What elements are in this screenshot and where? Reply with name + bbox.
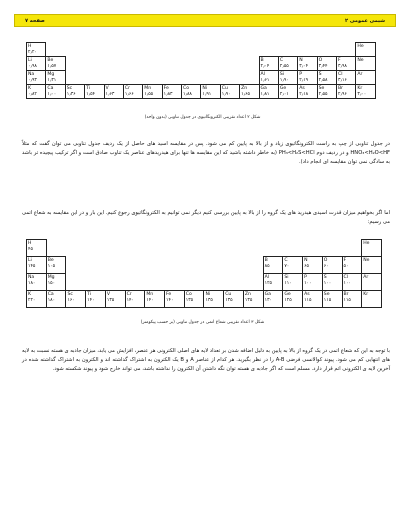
element-value: ۱۰۰ [343,281,351,287]
element-cell [298,71,317,85]
element-cell [322,291,342,308]
element-value: ۱٫۸۱ [260,92,270,98]
element-value: ۱۴۰ [126,298,134,304]
electronegativity-table [26,42,376,99]
element-value: ۱۳۵ [244,298,253,304]
table-row [27,274,382,291]
element-symbol: C [279,57,284,63]
element-value: ۳٫۰۴ [299,64,309,70]
element-symbol: N [304,257,308,263]
element-symbol: Se [323,291,330,297]
element-cell [104,85,123,99]
figure-2-caption: شکل ۲ اعداد تقریبی الکترونگاتیوی در جدول تناوبی (بدون واحد) [144,115,261,120]
element-value: ۲٫۰۴ [260,64,270,70]
element-symbol: Ar [357,71,363,77]
element-value: ۱۰۰ [323,281,332,287]
element-cell [27,85,46,99]
element-symbol: As [299,85,305,91]
element-cell [165,291,185,308]
element-cell [66,291,86,308]
element-symbol: Ge [279,85,287,91]
element-value: ۱٫۶۱ [260,78,270,84]
page-header [14,14,396,27]
element-cell [342,257,362,274]
element-value: ۱۱۵ [323,298,332,304]
element-symbol: Zn [241,85,248,91]
element-symbol: O [323,257,328,263]
element-cell [337,85,356,99]
element-symbol: F [343,257,347,263]
atomic-radius-table [26,239,382,308]
element-symbol: B [260,57,264,63]
element-cell [27,257,47,274]
table-row [27,57,376,71]
table-row [27,291,382,308]
element-symbol: Ca [47,291,54,297]
element-value: ۳٫۴۴ [318,64,328,70]
paragraph-acid-strength-group: اما اگر بخواهیم میزان قدرت اسیدی هیدرید های یک گروه را از بالا به پایین بررسی کنیم دیگر نمی توانیم به الکترونگاتیوی رجوع کنیم. این بار و در این مقایسه به شعاع اتمی می رسیم: [22,210,390,225]
element-value: ۲٫۲۰ [28,50,37,56]
element-symbol: Ga [264,291,271,297]
element-symbol: F [338,57,341,63]
element-symbol: C [284,257,288,263]
element-cell [46,257,66,274]
element-symbol: K [28,291,32,297]
element-symbol: H [28,43,32,49]
element-symbol: Be [47,257,54,263]
element-symbol: Cr [124,85,130,91]
table-row [27,240,382,257]
element-cell [204,291,224,308]
element-cell [362,257,382,274]
page-number: صفحه ۷ [25,17,45,24]
element-symbol: Al [260,71,265,77]
element-value: ۲٫۱۸ [299,92,309,98]
empty-gap [66,274,263,291]
paragraph-acid-strength-period: در جدول تناوبی از چپ به راست الکترونگاتیوی زیاد و از بالا به پایین کم می شود. پس در مقایسه اسید های حاصل از یک ردیف جدول تناوبی می توان گفت که مثلاً HNO₃<H₂O<HF و در ردیف دوم PH₃<H₂S<HCl (به خاطر داشته باشید که این مقایسه ها تنها برای هیدریدهای عناصر یک تناوب صادق است و اگر ترکیب پیچیده تر باشد به سادگی نمی توان مقایسه ای انجام داد). [22,141,390,165]
element-value: ۱۴۵ [28,264,36,270]
element-symbol: Ar [363,274,369,280]
element-cell [283,274,303,291]
element-symbol: K [28,85,32,91]
element-symbol: Mg [47,274,55,280]
element-cell [356,57,376,71]
element-symbol: S [323,274,327,280]
element-cell [356,71,376,85]
figure-3-caption: شکل ۳ اعداد تقریبی شعاع اتمی در جدول تناوبی (بر حسب پیکومتر) [140,320,265,325]
element-symbol: Mn [144,85,152,91]
element-symbol: Ca [47,85,54,91]
paragraph-atomic-radius-explanation: با توجه به این که شعاع اتمی در یک گروه از بالا به پایین به دلیل اضافه شدن بر تعداد لایه های اصلی الکترونی هر عنصر، افزایش می یابد، میزان جاذبه ی هسته نسبت به لایه های انتهایی کم می شود. پیوند کوالانسی فرضی A-B را در نظر بگیرید. هر کدام از عناصر A و B یک الکترون به اشتراک گذاشته اند و الکترون به اشتراک گذاشته شده در آخرین لایه ی الکترونی اتم قرار دارد. مسلم است که اگر جاذبه ی هسته توان نگه داشتن آن الکترون را نداشته باشد، می تواند خارج شود و پیوند شکسته شود. [22,348,391,372]
element-value: ۲٫۵۸ [318,78,328,84]
element-cell [259,57,278,71]
element-cell [298,57,317,71]
element-cell [86,291,106,308]
element-value: ۱۴۰ [166,298,174,304]
element-value: ۰٫۸۲ [28,92,37,98]
element-value: ۱٫۶۳ [105,92,115,98]
element-cell [125,291,145,308]
element-value: ۳٫۱۶ [338,78,347,84]
element-symbol: B [264,257,268,263]
element-symbol: Ni [202,85,208,91]
element-symbol: He [357,43,364,49]
element-cell [145,291,165,308]
element-symbol: Ti [86,85,91,91]
element-value: ۱٫۸۳ [163,92,173,98]
element-value: ۱۴۰ [87,298,95,304]
element-cell [317,71,336,85]
element-value: ۳٫۹۸ [338,64,347,70]
element-value: ۱۸۰ [28,281,36,287]
element-cell [298,85,317,99]
element-value: ۰٫۹۸ [28,64,37,70]
element-cell [362,240,382,257]
element-cell [46,85,65,99]
element-value: ۲۲۰ [28,298,36,304]
element-cell [303,257,323,274]
element-cell [278,57,297,71]
element-cell [259,85,278,99]
element-value: ۲٫۵۵ [318,92,328,98]
element-symbol: Ni [205,291,211,297]
element-cell [201,85,220,99]
element-cell [184,291,204,308]
element-cell [263,291,283,308]
element-cell [46,57,65,71]
element-value: ۶۵ [304,264,309,270]
element-symbol: H [28,240,32,246]
element-symbol: P [299,71,303,77]
element-cell [263,257,283,274]
element-cell [337,57,356,71]
empty-gap [66,257,263,274]
element-value: ۱٫۵۷ [47,64,57,70]
element-value: ۱٫۸۸ [183,92,192,98]
element-symbol: Na [28,71,35,77]
element-cell [259,71,278,85]
element-symbol: V [106,291,111,297]
element-value: ۱٫۵۴ [86,92,96,98]
element-cell [337,71,356,85]
element-cell [322,274,342,291]
element-symbol: He [363,240,370,246]
element-cell [65,85,84,99]
element-symbol: Sc [66,85,73,91]
element-symbol: Ne [363,257,370,263]
element-value: ۱٫۵۵ [144,92,154,98]
element-value: ۳٫۰۰ [357,92,367,98]
element-value: ۱٫۳۱ [47,78,57,84]
element-symbol: P [304,274,307,280]
element-cell [317,85,336,99]
element-symbol: Cu [221,85,228,91]
element-cell [27,274,47,291]
element-symbol: Co [183,85,190,91]
table-row [27,71,376,85]
element-value: ۱۴۰ [146,298,154,304]
element-value: ۵۰ [343,264,349,270]
element-symbol: Li [28,57,32,63]
element-cell [46,291,66,308]
element-symbol: Na [28,274,35,280]
element-value: ۱٫۹۰ [221,92,231,98]
element-value: ۱۱۵ [343,298,351,304]
element-cell [143,85,162,99]
element-symbol: Br [343,291,349,297]
element-symbol: N [299,57,303,63]
element-value: ۱۸۰ [47,298,56,304]
element-value: ۶۰ [323,264,329,270]
element-symbol: As [304,291,310,297]
element-cell [27,291,47,308]
element-value: ۱۶۰ [67,298,75,304]
element-cell [362,291,382,308]
element-symbol: Cu [225,291,232,297]
element-cell [263,274,283,291]
element-value: ۱۳۵ [185,298,194,304]
element-value: ۱٫۶۵ [241,92,251,98]
element-cell [278,85,297,99]
element-cell [342,274,362,291]
element-cell [243,291,263,308]
element-symbol: Co [185,291,192,297]
element-symbol: Kr [357,85,363,91]
element-symbol: Cl [343,274,348,280]
empty-gap [46,43,356,57]
element-value: ۱۳۵ [106,298,115,304]
element-symbol: S [318,71,322,77]
element-value: ۲٫۰۱ [279,92,289,98]
element-cell [303,274,323,291]
element-symbol: Kr [363,291,369,297]
element-value: ۱۲۵ [264,281,273,287]
element-value: ۱۱۵ [304,298,312,304]
header-title: شیمی عمومی ۲ [345,17,385,24]
element-cell [322,257,342,274]
element-value: ۱۰۵ [47,264,56,270]
empty-gap [65,71,259,85]
element-symbol: Al [264,274,270,280]
table-row [27,43,376,57]
element-value: ۸۵ [264,264,270,270]
table-row [27,257,382,274]
element-symbol: Be [47,57,54,63]
element-symbol: Si [284,274,289,280]
element-cell [27,57,46,71]
element-symbol: Cr [126,291,132,297]
element-cell [162,85,181,99]
element-symbol: Ti [87,291,92,297]
element-value: ۱٫۶۶ [124,92,134,98]
element-value: ۱۲۵ [284,298,292,304]
element-value: ۱٫۳۶ [66,92,76,98]
element-cell [220,85,239,99]
element-cell [362,274,382,291]
element-cell [182,85,201,99]
element-value: ۲٫۹۶ [338,92,347,98]
element-symbol: Cl [338,71,343,77]
element-cell [240,85,259,99]
element-symbol: Ga [260,85,267,91]
element-cell [105,291,125,308]
table-row [27,85,376,99]
element-symbol: Mn [146,291,154,297]
element-symbol: Ne [357,57,364,63]
element-cell [356,43,376,57]
element-cell [27,43,46,57]
element-value: ۱۰۰ [304,281,312,287]
empty-gap [46,240,362,257]
element-value: ۰٫۹۳ [28,78,37,84]
element-cell [27,240,47,257]
element-value: ۱٫۹۱ [202,92,212,98]
element-symbol: Si [279,71,285,77]
element-symbol: Se [318,85,325,91]
element-cell [303,291,323,308]
element-symbol: Sc [67,291,73,297]
element-symbol: V [105,85,109,91]
element-symbol: Fe [166,291,172,297]
element-value: ۱۳۵ [225,298,233,304]
element-value: ۱۵۰ [47,281,56,287]
element-cell [342,291,362,308]
element-value: ۴۵ [28,247,33,253]
element-cell [27,71,46,85]
element-cell [123,85,142,99]
empty-gap [65,57,259,71]
element-cell [46,71,65,85]
element-cell [46,274,66,291]
element-value: ۱۳۰ [264,298,273,304]
element-symbol: Li [28,257,32,263]
element-cell [317,57,336,71]
element-cell [278,71,297,85]
element-symbol: Ge [284,291,291,297]
element-value: ۱۱۰ [284,281,292,287]
element-value: ۲٫۱۹ [299,78,309,84]
element-value: ۱۳۵ [205,298,213,304]
element-cell [224,291,244,308]
element-cell [283,291,303,308]
element-symbol: Zn [244,291,251,297]
element-cell [85,85,104,99]
element-symbol: Fe [163,85,169,91]
element-value: ۱٫۹۰ [279,78,289,84]
element-symbol: Br [338,85,344,91]
element-symbol: O [318,57,323,63]
element-value: ۱٫۰۰ [47,92,57,98]
element-cell [283,257,303,274]
element-symbol: Mg [47,71,55,77]
element-cell [356,85,376,99]
element-value: ۲٫۵۵ [279,64,289,70]
element-value: ۷۰ [284,264,290,270]
